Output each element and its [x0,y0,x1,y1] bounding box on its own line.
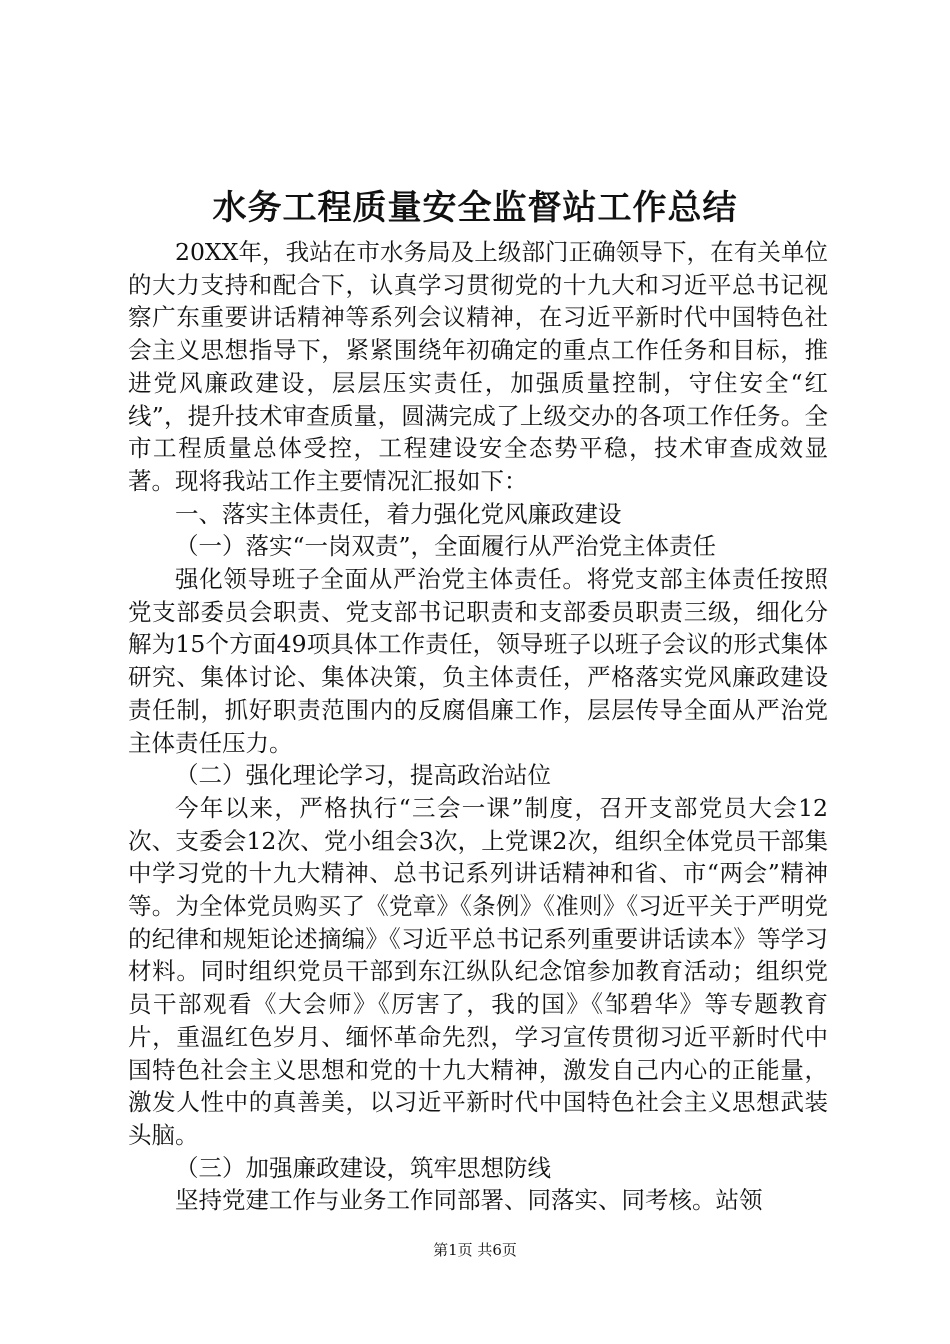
subsection-heading-2: （二）强化理论学习，提高政治站位 [175,761,551,790]
document-title: 水务工程质量安全监督站工作总结 [212,188,738,228]
body-paragraph-3: 坚持党建工作与业务工作同部署、同落实、同考核。站领 [175,1186,763,1215]
page-footer: 第1页 共6页 [433,1241,517,1259]
document-body [128,236,828,1217]
subsection-heading-3: （三）加强廉政建设，筑牢思想防线 [175,1153,551,1182]
body-paragraph-2: 今年以来，严格执行“三会一课”制度，召开支部党员大会12次、支委会12次、党小组会3次，上党课2次，组织全体党员干部集中学习党的十九大精神、总书记系列讲话精神和省、市“两会”精神等。为全体党员购买了《党章》《条例》《准则》《习近平关于严明党的纪律和规矩论述摘编》《习近平总书记系列重要讲话读本》等学习材料。同时组织党员干部到东江纵队纪念馆参加教育活动；组织党员干部观看《大会师》《厉害了，我的国》《邹碧华》等专题教育片，重温红色岁月、缅怀革命先烈，学习宣传贯彻习近平新时代中国特色社会主义思想和党的十九大精神，激发自己内心的正能量，激发人性中的真善美，以习近平新时代中国特色社会主义思想武装头脑。 [128,793,828,1149]
section-heading-1: 一、落实主体责任，着力强化党风廉政建设 [175,499,622,528]
intro-paragraph: 20XX年，我站在市水务局及上级部门正确领导下，在有关单位的大力支持和配合下，认真学习贯彻党的十九大和习近平总书记视察广东重要讲话精神等系列会议精神，在习近平新时代中国特色社会主义思想指导下，紧紧围绕年初确定的重点工作任务和目标，推进党风廉政建设，层层压实责任，加强质量控制，守住安全“红线”，提升技术审查质量，圆满完成了上级交办的各项工作任务。全市工程质量总体受控，工程建设安全态势平稳，技术审查成效显著。现将我站工作主要情况汇报如下： [128,238,828,495]
body-paragraph-1: 强化领导班子全面从严治党主体责任。将党支部主体责任按照党支部委员会职责、党支部书记职责和支部委员职责三级，细化分解为15个方面49项具体工作责任，领导班子以班子会议的形式集体研究、集体讨论、集体决策，负主体责任，严格落实党风廉政建设责任制，抓好职责范围内的反腐倡廉工作，层层传导全面从严治党主体责任压力。 [128,565,828,757]
subsection-heading-1: （一）落实“一岗双责”，全面履行从严治党主体责任 [175,532,717,561]
